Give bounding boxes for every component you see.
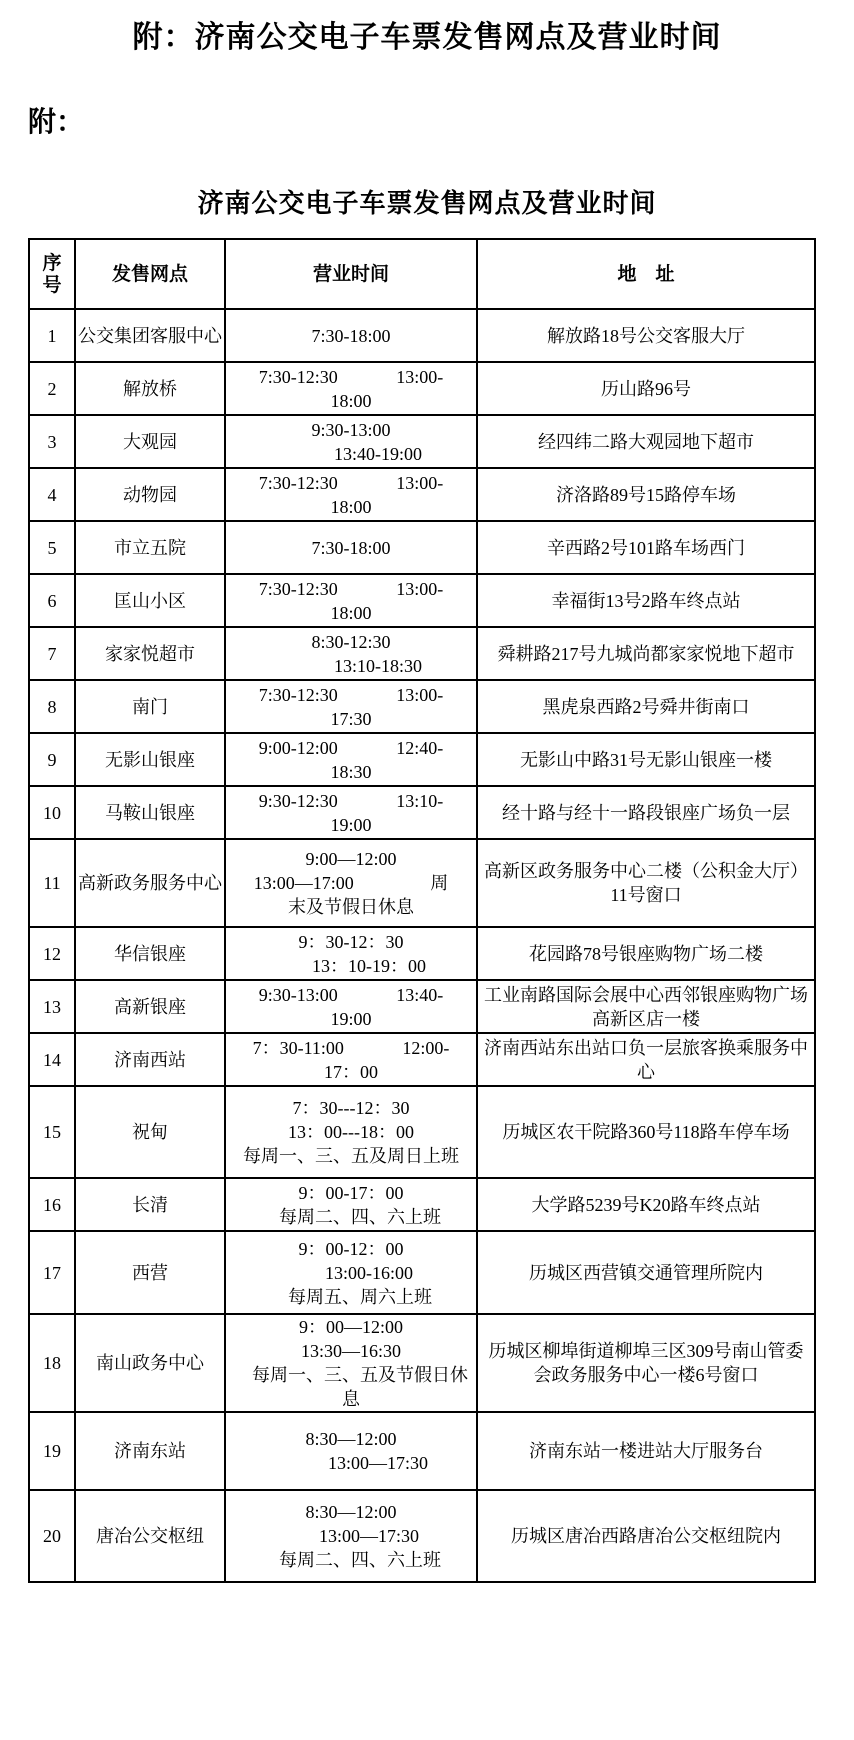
row-index-cell: 11 xyxy=(29,839,75,927)
row-hours-cell: 7:30-12:30 13:00- 17:30 xyxy=(225,680,477,733)
column-header-hours: 营业时间 xyxy=(225,239,477,309)
page-header-title: 附：济南公交电子车票发售网点及营业时间 xyxy=(132,20,722,55)
table-row xyxy=(29,574,815,627)
row-hours-cell: 9：30-12：30 13：10-19：00 xyxy=(225,927,477,980)
row-hours-cell: 7:30-12:30 13:00- 18:00 xyxy=(225,468,477,521)
table-row xyxy=(29,980,815,1033)
table-body xyxy=(29,309,815,1582)
row-index-cell: 16 xyxy=(29,1178,75,1231)
row-hours-cell: 7:30-12:30 13:00- 18:00 xyxy=(225,362,477,415)
table-row xyxy=(29,786,815,839)
table-row xyxy=(29,733,815,786)
row-outlet-cell: 华信银座 xyxy=(75,927,225,980)
row-hours-cell: 8:30-12:30 13:10-18:30 xyxy=(225,627,477,680)
row-address-cell: 历城区农干院路360号118路车停车场 xyxy=(477,1086,815,1178)
row-address-cell: 无影山中路31号无影山银座一楼 xyxy=(477,733,815,786)
row-address-cell: 经四纬二路大观园地下超市 xyxy=(477,415,815,468)
row-index-cell: 1 xyxy=(29,309,75,362)
row-index-cell: 15 xyxy=(29,1086,75,1178)
table-row xyxy=(29,415,815,468)
row-hours-cell: 7：30-11:00 12:00- 17：00 xyxy=(225,1033,477,1086)
table-row xyxy=(29,521,815,574)
row-index-cell: 12 xyxy=(29,927,75,980)
row-index-cell: 19 xyxy=(29,1412,75,1490)
row-index-cell: 14 xyxy=(29,1033,75,1086)
table-row xyxy=(29,680,815,733)
row-hours-cell: 9:00-12:00 12:40- 18:30 xyxy=(225,733,477,786)
row-address-cell: 济南东站一楼进站大厅服务台 xyxy=(477,1412,815,1490)
row-outlet-cell: 解放桥 xyxy=(75,362,225,415)
row-address-cell: 幸福街13号2路车终点站 xyxy=(477,574,815,627)
row-index-cell: 2 xyxy=(29,362,75,415)
row-outlet-cell: 济南东站 xyxy=(75,1412,225,1490)
row-hours-cell: 8:30—12:00 13:00—17:30 每周二、四、六上班 xyxy=(225,1490,477,1582)
row-index-cell: 7 xyxy=(29,627,75,680)
row-index-cell: 20 xyxy=(29,1490,75,1582)
table-row xyxy=(29,1412,815,1490)
row-outlet-cell: 南山政务中心 xyxy=(75,1314,225,1412)
row-hours-cell: 8:30—12:00 13:00—17:30 xyxy=(225,1412,477,1490)
row-outlet-cell: 高新银座 xyxy=(75,980,225,1033)
row-index-cell: 6 xyxy=(29,574,75,627)
table-row xyxy=(29,1178,815,1231)
row-address-cell: 解放路18号公交客服大厅 xyxy=(477,309,815,362)
row-outlet-cell: 马鞍山银座 xyxy=(75,786,225,839)
table-row xyxy=(29,309,815,362)
row-outlet-cell: 家家悦超市 xyxy=(75,627,225,680)
table-row xyxy=(29,362,815,415)
table-row xyxy=(29,1033,815,1086)
row-hours-cell: 9:30-13:00 13:40- 19:00 xyxy=(225,980,477,1033)
column-header-address: 地 址 xyxy=(477,239,815,309)
row-outlet-cell: 长清 xyxy=(75,1178,225,1231)
table-header-row xyxy=(29,239,815,309)
appendix-label: 附： xyxy=(28,105,85,138)
row-index-cell: 9 xyxy=(29,733,75,786)
row-hours-cell: 9：00—12:00 13:30—16:30 每周一、三、五及节假日休息 xyxy=(225,1314,477,1412)
row-address-cell: 大学路5239号K20路车终点站 xyxy=(477,1178,815,1231)
row-hours-cell: 7:30-18:00 xyxy=(225,309,477,362)
row-address-cell: 经十路与经十一路段银座广场负一层 xyxy=(477,786,815,839)
row-index-cell: 5 xyxy=(29,521,75,574)
row-address-cell: 济洛路89号15路停车场 xyxy=(477,468,815,521)
row-outlet-cell: 无影山银座 xyxy=(75,733,225,786)
row-index-cell: 18 xyxy=(29,1314,75,1412)
row-address-cell: 历山路96号 xyxy=(477,362,815,415)
row-address-cell: 舜耕路217号九城尚都家家悦地下超市 xyxy=(477,627,815,680)
table-title: 济南公交电子车票发售网点及营业时间 xyxy=(197,189,657,219)
row-address-cell: 历城区柳埠街道柳埠三区309号南山管委会政务服务中心一楼6号窗口 xyxy=(477,1314,815,1412)
row-address-cell: 历城区唐冶西路唐冶公交枢纽院内 xyxy=(477,1490,815,1582)
row-outlet-cell: 南门 xyxy=(75,680,225,733)
row-hours-cell: 7：30---12：30 13：00---18：00 每周一、三、五及周日上班 xyxy=(225,1086,477,1178)
row-index-cell: 17 xyxy=(29,1231,75,1314)
table-row xyxy=(29,627,815,680)
row-hours-cell: 9：00-12：00 13:00-16:00 每周五、周六上班 xyxy=(225,1231,477,1314)
row-outlet-cell: 唐冶公交枢纽 xyxy=(75,1490,225,1582)
table-row xyxy=(29,468,815,521)
row-outlet-cell: 高新政务服务中心 xyxy=(75,839,225,927)
row-outlet-cell: 动物园 xyxy=(75,468,225,521)
row-address-cell: 花园路78号银座购物广场二楼 xyxy=(477,927,815,980)
table-row xyxy=(29,1314,815,1412)
row-address-cell: 黑虎泉西路2号舜井街南口 xyxy=(477,680,815,733)
row-address-cell: 工业南路国际会展中心西邻银座购物广场高新区店一楼 xyxy=(477,980,815,1033)
row-outlet-cell: 大观园 xyxy=(75,415,225,468)
column-header-index-line1: 序 xyxy=(42,252,62,274)
row-index-cell: 8 xyxy=(29,680,75,733)
row-outlet-cell: 市立五院 xyxy=(75,521,225,574)
table-row xyxy=(29,1231,815,1314)
row-hours-cell: 9:30-13:00 13:40-19:00 xyxy=(225,415,477,468)
row-index-cell: 10 xyxy=(29,786,75,839)
row-index-cell: 13 xyxy=(29,980,75,1033)
row-address-cell: 高新区政务服务中心二楼（公积金大厅）11号窗口 xyxy=(477,839,815,927)
column-header-index xyxy=(29,239,75,309)
row-outlet-cell: 西营 xyxy=(75,1231,225,1314)
table-row xyxy=(29,927,815,980)
row-index-cell: 4 xyxy=(29,468,75,521)
outlets-table xyxy=(28,238,816,1583)
row-outlet-cell: 济南西站 xyxy=(75,1033,225,1086)
table-row xyxy=(29,1086,815,1178)
row-outlet-cell: 匡山小区 xyxy=(75,574,225,627)
table-row xyxy=(29,1490,815,1582)
row-hours-cell: 7:30-12:30 13:00- 18:00 xyxy=(225,574,477,627)
row-outlet-cell: 公交集团客服中心 xyxy=(75,309,225,362)
column-header-outlet: 发售网点 xyxy=(75,239,225,309)
row-address-cell: 济南西站东出站口负一层旅客换乘服务中心 xyxy=(477,1033,815,1086)
column-header-index-line2: 号 xyxy=(42,274,62,296)
row-outlet-cell: 祝甸 xyxy=(75,1086,225,1178)
row-address-cell: 历城区西营镇交通管理所院内 xyxy=(477,1231,815,1314)
row-index-cell: 3 xyxy=(29,415,75,468)
row-address-cell: 辛西路2号101路车场西门 xyxy=(477,521,815,574)
row-hours-cell: 7:30-18:00 xyxy=(225,521,477,574)
row-hours-cell: 9:00—12:00 13:00—17:00 周 末及节假日休息 xyxy=(225,839,477,927)
row-hours-cell: 9：00-17：00 每周二、四、六上班 xyxy=(225,1178,477,1231)
row-hours-cell: 9:30-12:30 13:10- 19:00 xyxy=(225,786,477,839)
table-row xyxy=(29,839,815,927)
